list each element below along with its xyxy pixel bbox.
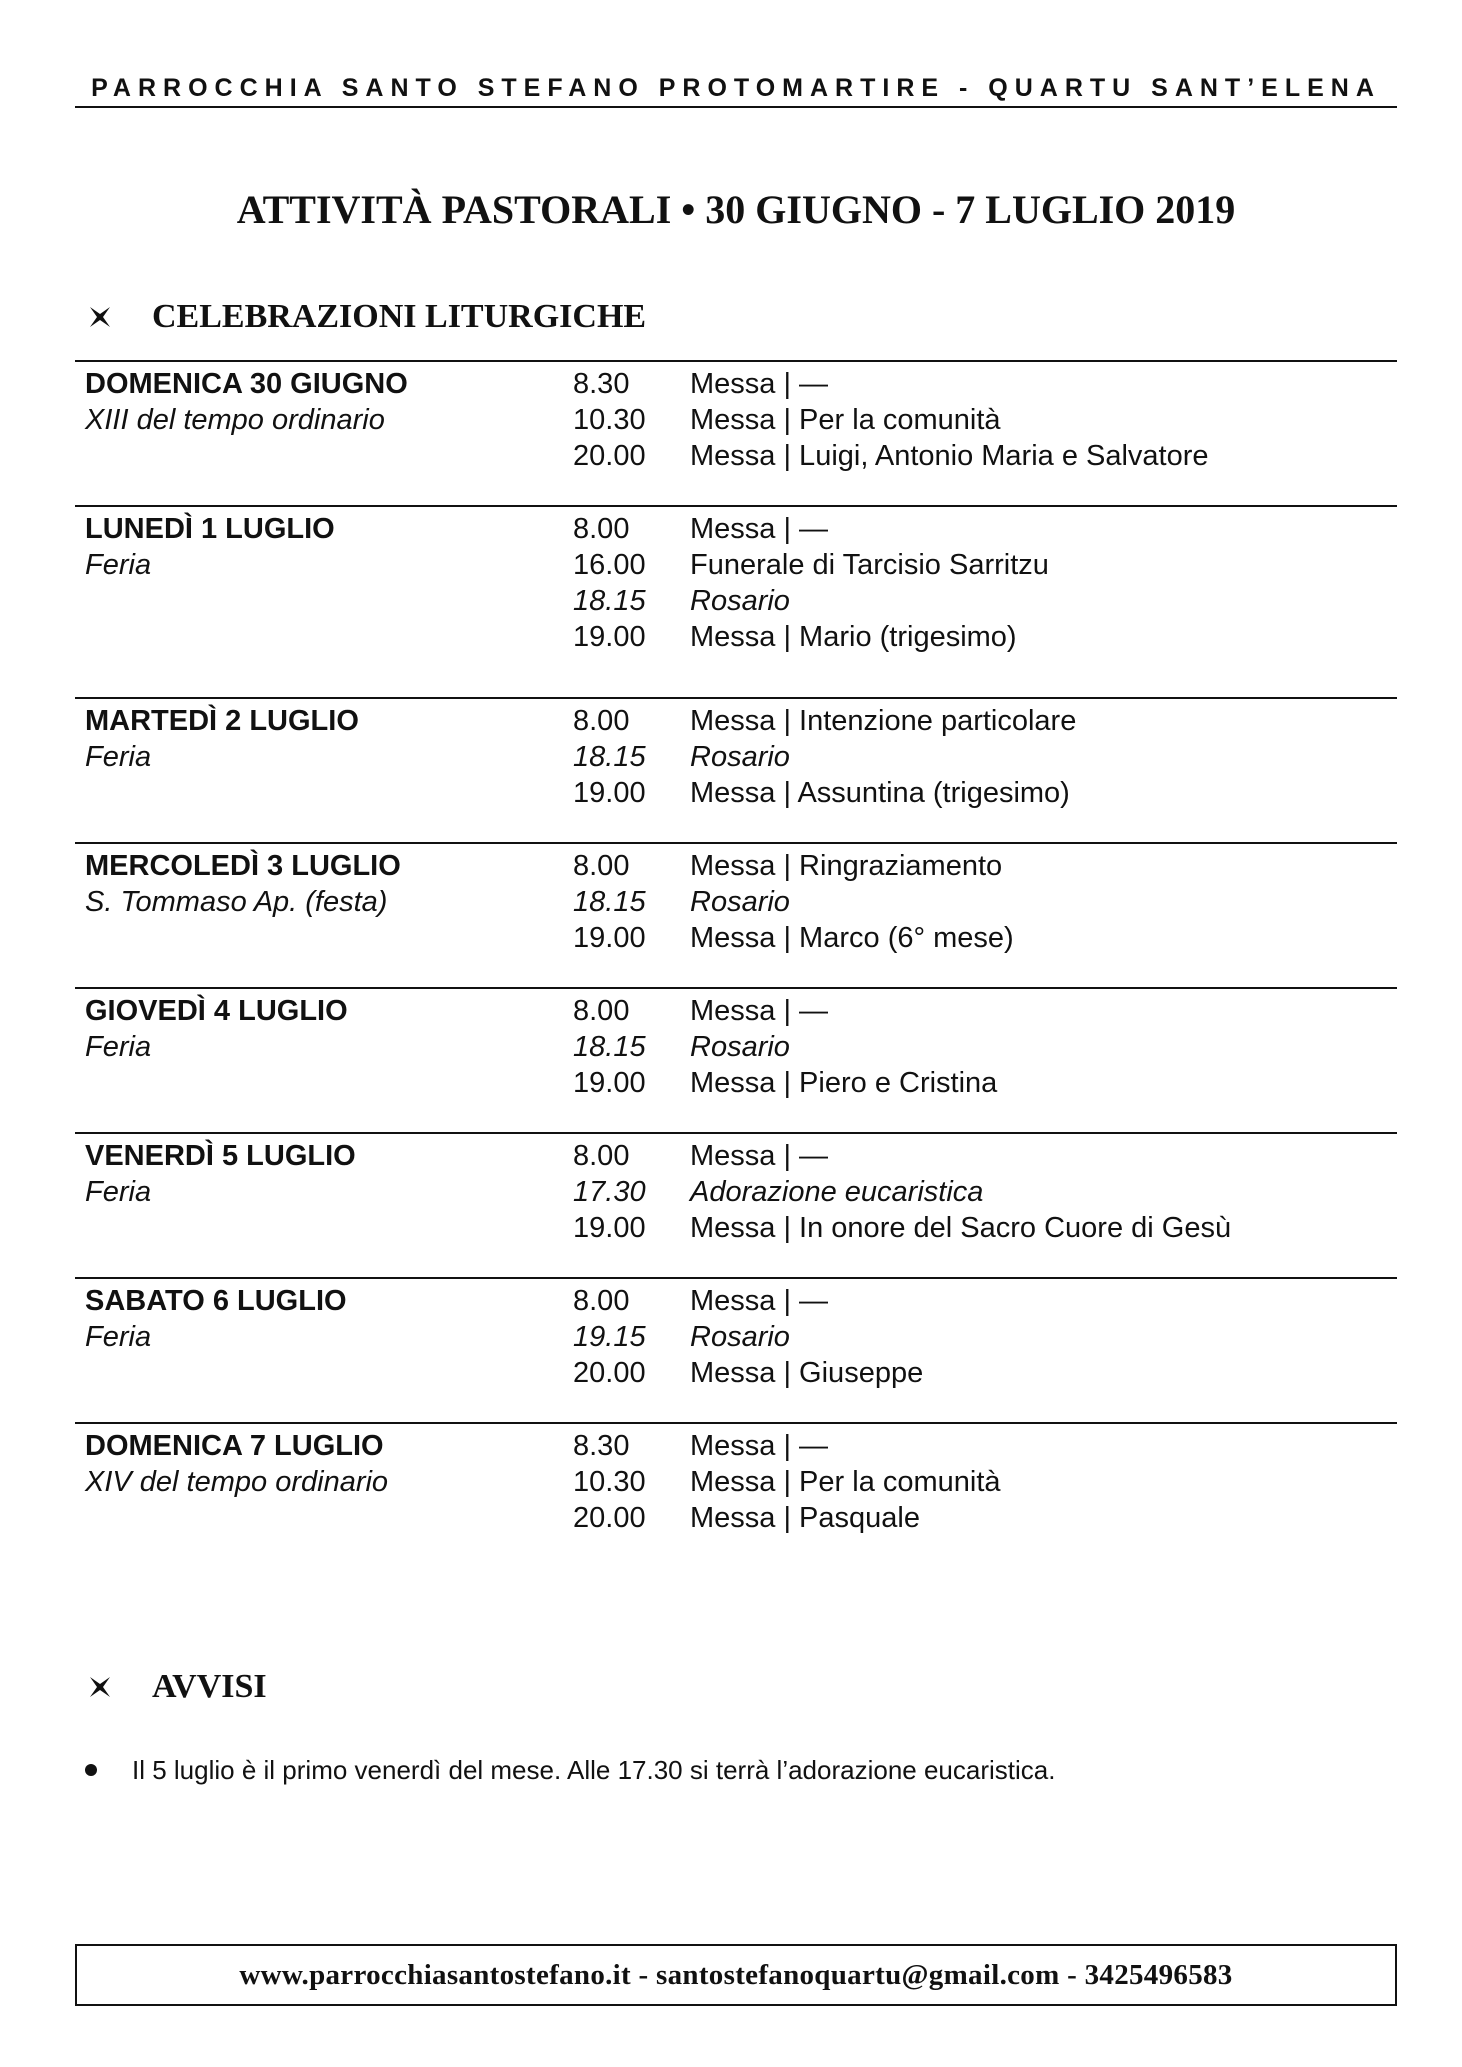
section-heading-notices (88, 1665, 267, 1709)
entry-description: Messa | — (690, 368, 829, 400)
notice-text: Il 5 luglio è il primo venerdì del mese. Alle 17.30 si terrà l’adorazione eucaristica. (132, 1755, 1056, 1785)
entry-time: 8.00 (573, 705, 630, 737)
entry-description: Funerale di Tarcisio Sarritzu (690, 549, 1049, 581)
schedule-entry (75, 993, 1397, 1029)
day-name: GIOVEDÌ 4 LUGLIO (85, 995, 348, 1027)
entry-description: Rosario (690, 1321, 790, 1353)
day-name: MERCOLEDÌ 3 LUGLIO (85, 850, 401, 882)
day-liturgical-note: Feria (85, 549, 152, 581)
entry-description: Messa | — (690, 1430, 829, 1462)
day-liturgical-note: XIII del tempo ordinario (85, 404, 385, 436)
section-heading-label: CELEBRAZIONI LITURGICHE (152, 298, 647, 335)
schedule-entry (75, 366, 1397, 402)
entry-time: 19.00 (573, 1067, 646, 1099)
entry-description: Messa | Luigi, Antonio Maria e Salvatore (690, 440, 1209, 472)
entry-time: 19.00 (573, 922, 646, 954)
entry-time: 8.30 (573, 1430, 630, 1462)
entry-time: 18.15 (573, 886, 646, 918)
entry-description: Messa | — (690, 1285, 829, 1317)
page-title: ATTIVITÀ PASTORALI • 30 GIUGNO - 7 LUGLIO 2019 (236, 187, 1236, 232)
schedule-entry (75, 1283, 1397, 1319)
schedule-entry (75, 920, 1397, 956)
entry-description: Messa | Assuntina (trigesimo) (690, 777, 1070, 809)
footer-contacts-text: www.parrocchiasantostefano.it - santostefanoquartu@gmail.com - 3425496583 (239, 1958, 1233, 1991)
entry-time: 8.00 (573, 1140, 630, 1172)
day-liturgical-note: XIV del tempo ordinario (85, 1466, 389, 1498)
schedule-entry (75, 619, 1397, 655)
entry-description: Messa | Per la comunità (690, 404, 1001, 436)
entry-description: Messa | — (690, 513, 829, 545)
entry-description: Messa | Giuseppe (690, 1357, 924, 1389)
entry-time: 19.00 (573, 777, 646, 809)
day-name: VENERDÌ 5 LUGLIO (85, 1140, 356, 1172)
schedule-entry (75, 1065, 1397, 1101)
schedule-entry (75, 1210, 1397, 1246)
day-name: LUNEDÌ 1 LUGLIO (85, 513, 335, 545)
day-name: SABATO 6 LUGLIO (85, 1285, 347, 1317)
entry-time: 18.15 (573, 741, 646, 773)
parish-header: PARROCCHIA SANTO STEFANO PROTOMARTIRE - QUARTU SANT’ELENA (75, 70, 1397, 108)
schedule-entry (75, 884, 1397, 920)
day-name: DOMENICA 7 LUGLIO (85, 1430, 384, 1462)
schedule-entry (75, 1464, 1397, 1500)
schedule-entry (75, 511, 1397, 547)
day-block (75, 697, 1397, 815)
day-block (75, 842, 1397, 960)
day-liturgical-note: Feria (85, 1176, 152, 1208)
entry-description: Messa | Marco (6° mese) (690, 922, 1014, 954)
schedule-entry (75, 583, 1397, 619)
entry-time: 8.00 (573, 995, 630, 1027)
day-block (75, 1277, 1397, 1395)
entry-time: 10.30 (573, 1466, 646, 1498)
entry-time: 20.00 (573, 440, 646, 472)
day-block (75, 1422, 1397, 1540)
entry-description: Messa | Ringraziamento (690, 850, 1003, 882)
schedule-entry (75, 1319, 1397, 1355)
day-block (75, 505, 1397, 659)
entry-description: Messa | — (690, 995, 829, 1027)
entry-time: 8.00 (573, 850, 630, 882)
day-name: DOMENICA 30 GIUGNO (85, 368, 408, 400)
entry-description: Rosario (690, 741, 790, 773)
entry-time: 20.00 (573, 1357, 646, 1389)
schedule-entry (75, 1428, 1397, 1464)
day-liturgical-note: Feria (85, 741, 152, 773)
day-liturgical-note: Feria (85, 1031, 152, 1063)
day-block (75, 987, 1397, 1105)
entry-description: Messa | Intenzione particolare (690, 705, 1077, 737)
entry-description: Rosario (690, 1031, 790, 1063)
entry-time: 8.00 (573, 513, 630, 545)
schedule-entry (75, 547, 1397, 583)
notice-list (80, 1752, 1380, 1788)
entry-description: Adorazione eucaristica (690, 1176, 984, 1208)
schedule-entry (75, 1029, 1397, 1065)
entry-time: 18.15 (573, 585, 646, 617)
entry-time: 19.00 (573, 621, 646, 653)
entry-time: 17.30 (573, 1176, 646, 1208)
entry-time: 16.00 (573, 549, 646, 581)
entry-time: 18.15 (573, 1031, 646, 1063)
day-name: MARTEDÌ 2 LUGLIO (85, 705, 359, 737)
schedule-entry (75, 402, 1397, 438)
section-heading-celebrations (88, 295, 646, 339)
entry-time: 20.00 (573, 1502, 646, 1534)
schedule-entry (75, 1174, 1397, 1210)
schedule-entry (75, 848, 1397, 884)
list-item (80, 1752, 1380, 1788)
entry-time: 10.30 (573, 404, 646, 436)
entry-time: 8.30 (573, 368, 630, 400)
entry-description: Messa | In onore del Sacro Cuore di Gesù (690, 1212, 1232, 1244)
schedule-entry (75, 703, 1397, 739)
day-liturgical-note: S. Tommaso Ap. (festa) (85, 886, 388, 918)
entry-time: 19.00 (573, 1212, 646, 1244)
day-block (75, 360, 1397, 478)
bullet-dot-icon (85, 1764, 97, 1776)
day-liturgical-note: Feria (85, 1321, 152, 1353)
footer-contacts (75, 1944, 1397, 2006)
cross-star-icon (88, 1675, 112, 1699)
schedule-entry (75, 739, 1397, 775)
entry-description: Messa | Pasquale (690, 1502, 920, 1534)
schedule-entry (75, 775, 1397, 811)
entry-description: Rosario (690, 585, 790, 617)
entry-time: 19.15 (573, 1321, 646, 1353)
cross-star-icon (88, 305, 112, 329)
schedule-entry (75, 438, 1397, 474)
schedule-entry (75, 1355, 1397, 1391)
schedule-entry (75, 1500, 1397, 1536)
entry-description: Messa | Mario (trigesimo) (690, 621, 1017, 653)
entry-time: 8.00 (573, 1285, 630, 1317)
entry-description: Rosario (690, 886, 790, 918)
day-block (75, 1132, 1397, 1250)
section-heading-label: AVVISI (152, 1668, 267, 1705)
entry-description: Messa | Per la comunità (690, 1466, 1001, 1498)
schedule-entry (75, 1138, 1397, 1174)
entry-description: Messa | Piero e Cristina (690, 1067, 998, 1099)
entry-description: Messa | — (690, 1140, 829, 1172)
